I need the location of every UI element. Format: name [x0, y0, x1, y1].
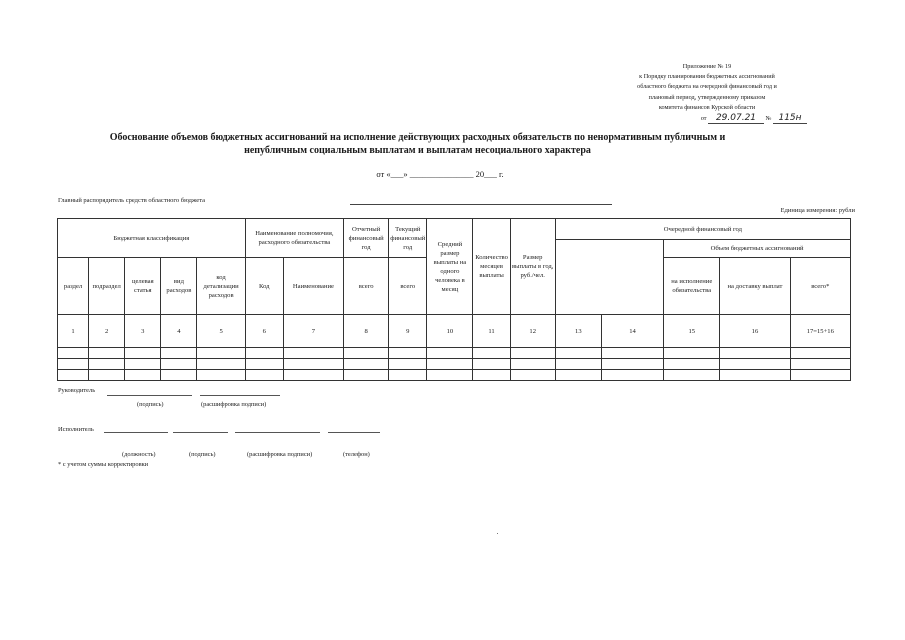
executor-position-line — [104, 432, 168, 433]
header-current-year: Текущий финансовый год — [389, 219, 427, 258]
col-total-current: всего — [389, 258, 427, 315]
table-row — [58, 359, 851, 370]
executor-signature-line — [173, 432, 228, 433]
header-avg-payment: Средний размер выплаты на одного человека в месяц — [427, 219, 473, 315]
executor-decode-line — [235, 432, 320, 433]
executor-caption-decode: (расшифровка подписи) — [247, 451, 313, 458]
head-caption-decode: (расшифровка подписи) — [201, 401, 267, 408]
col-target-article: целевая статья — [125, 258, 161, 315]
executor-caption-signature: (подпись) — [189, 451, 216, 458]
col-detail-code: код детализации расходов — [197, 258, 245, 315]
column-number: 10 — [427, 315, 473, 348]
col-name: Наименование — [283, 258, 343, 315]
column-number: 2 — [89, 315, 125, 348]
executor-caption-position: (должность) — [122, 451, 156, 458]
appendix-date-line — [607, 113, 807, 124]
justification-table — [57, 218, 851, 381]
head-decode-line — [200, 395, 280, 396]
column-number: 6 — [245, 315, 283, 348]
column-number: 4 — [161, 315, 197, 348]
column-number: 9 — [389, 315, 427, 348]
column-numbers-row — [58, 315, 851, 348]
col-execution: на исполнение обязательства — [664, 258, 720, 315]
col-total-reporting: всего — [344, 258, 389, 315]
table-row — [58, 370, 851, 381]
header-months-count: Количество месяцев выплаты — [473, 219, 510, 315]
executor-caption-phone: (телефон) — [343, 451, 370, 458]
document-title — [60, 131, 775, 157]
column-number: 7 — [283, 315, 343, 348]
scan-speck — [497, 533, 498, 534]
appendix-line-2: к Порядку планирования бюджетных ассигнований — [639, 73, 775, 81]
col-delivery-payments: на доставку выплат — [720, 258, 790, 315]
appendix-date-value: 29.07.21 — [708, 113, 764, 124]
document-title-line-2: непубличным социальным выплатам и выплатам несоциального характера — [244, 145, 591, 156]
appendix-date-prefix: от — [700, 115, 707, 123]
column-number: 1 — [58, 315, 89, 348]
column-number: 14 — [601, 315, 663, 348]
col-code: Код — [245, 258, 283, 315]
header-payment-size: Размер выплаты в год, руб./чел. — [510, 219, 555, 315]
table-row — [58, 348, 851, 359]
column-number: 3 — [125, 315, 161, 348]
column-number: 5 — [197, 315, 245, 348]
column-number: 13 — [555, 315, 601, 348]
appendix-line-4: плановый период, утвержденному приказом — [648, 93, 766, 101]
administrator-field-line — [350, 204, 612, 205]
head-label: Руководитель — [58, 387, 96, 394]
header-obligation-name: Наименование полномочия, расходного обязательства — [245, 219, 343, 258]
column-number: 11 — [473, 315, 510, 348]
document-date-line: от «___» _______________ 20___ г. — [376, 169, 504, 179]
header-budget-volume: Объем бюджетных ассигнований — [664, 240, 851, 258]
column-number: 12 — [510, 315, 555, 348]
administrator-label: Главный распорядитель средств областного бюджета — [58, 197, 206, 204]
column-number: 16 — [720, 315, 790, 348]
header-budget-classification: Бюджетная классификация — [58, 219, 246, 258]
header-next-year-blank — [555, 240, 663, 315]
column-number: 8 — [344, 315, 389, 348]
col-expense-type: вид расходов — [161, 258, 197, 315]
unit-label: Единица измерения: рубли — [780, 207, 855, 214]
appendix-number-value: 115н — [773, 113, 807, 124]
appendix-line-1: Приложение № 19 — [682, 63, 732, 70]
executor-phone-line — [328, 432, 380, 433]
head-caption-signature: (подпись) — [137, 401, 164, 408]
column-number: 17=15+16 — [790, 315, 850, 348]
appendix-line-3: областного бюджета на очередной финансовый год и — [637, 83, 777, 91]
col-subsection: подраздел — [89, 258, 125, 315]
column-number: 15 — [664, 315, 720, 348]
document-title-line-1: Обоснование объемов бюджетных ассигнований на исполнение действующих расходных обязательств по ненормативным публичным и — [109, 132, 726, 143]
footnote: * с учетом суммы корректировки — [58, 461, 149, 468]
appendix-block — [607, 62, 807, 124]
col-total-next: всего* — [790, 258, 850, 315]
executor-label: Исполнитель — [58, 426, 94, 433]
appendix-number-prefix: № — [765, 115, 772, 123]
col-section: раздел — [58, 258, 89, 315]
appendix-line-5: комитета финансов Курской области — [658, 103, 756, 111]
header-reporting-year: Отчетный финансовый год — [344, 219, 389, 258]
head-signature-line — [107, 395, 192, 396]
header-next-year: Очередной финансовый год — [555, 219, 850, 240]
